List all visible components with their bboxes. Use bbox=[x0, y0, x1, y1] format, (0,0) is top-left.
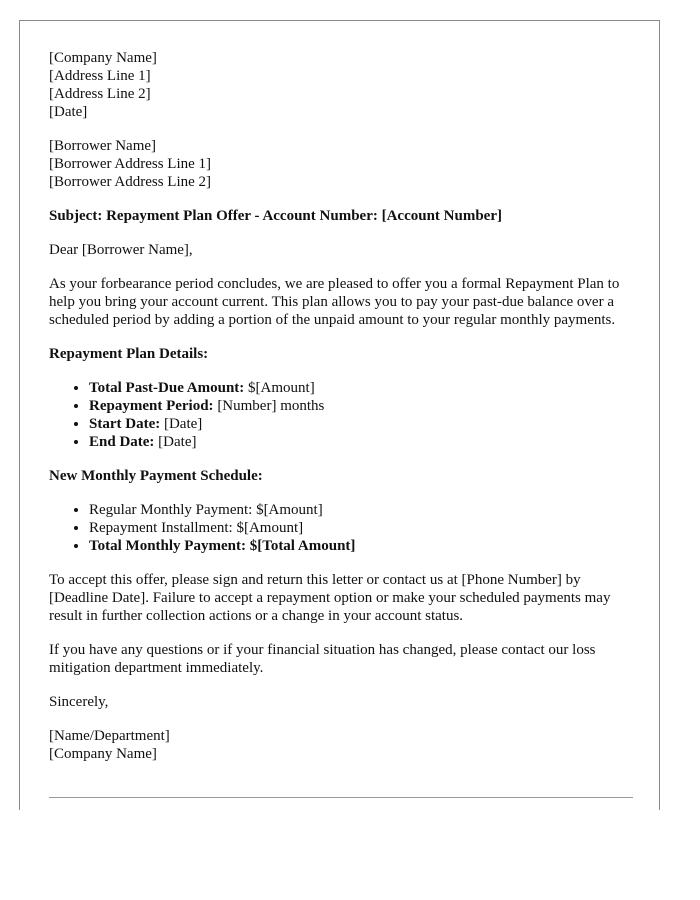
signature-company: [Company Name] bbox=[49, 746, 157, 762]
recipient-name: [Borrower Name] bbox=[49, 138, 157, 154]
schedule-regular-payment: • Regular Monthly Payment: $[Amount] bbox=[89, 501, 639, 519]
letter-date: [Date] bbox=[49, 104, 88, 120]
recipient-address-line-2: [Borrower Address Line 2] bbox=[49, 174, 212, 190]
intro-paragraph: As your forbearance period concludes, we are pleased to offer you a formal Repayment Plan to help you bring your account current. This plan allows you to pay your past-due balance over a scheduled period by adding a portion of the unpaid amount to your regular monthly payments. bbox=[49, 276, 620, 328]
plan-detail-label: End Date: bbox=[89, 434, 155, 450]
schedule-list bbox=[49, 501, 639, 555]
sender-company: [Company Name] bbox=[49, 50, 157, 66]
plan-detail-label: Total Past-Due Amount: bbox=[89, 380, 245, 396]
plan-detail-label: Repayment Period: bbox=[89, 398, 214, 414]
list-item bbox=[89, 379, 639, 397]
accept-paragraph: To accept this offer, please sign and return this letter or contact us at [Phone Number] by [Deadline Date]. Failure to accept a repayment option or make your scheduled payments may result in further collection actions or a change in your account status. bbox=[49, 572, 611, 624]
plan-detail-value: [Date] bbox=[158, 434, 197, 450]
letter-page bbox=[19, 20, 660, 810]
closing: Sincerely, bbox=[49, 694, 109, 710]
questions-paragraph: If you have any questions or if your financial situation has changed, please contact our loss mitigation department immediately. bbox=[49, 642, 596, 676]
bottom-divider bbox=[49, 797, 633, 798]
signature-block bbox=[49, 727, 639, 763]
list-item bbox=[89, 397, 639, 415]
recipient-address bbox=[49, 137, 639, 191]
signature-name: [Name/Department] bbox=[49, 728, 170, 744]
sender-address-line-1: [Address Line 1] bbox=[49, 68, 151, 84]
plan-details-list bbox=[49, 379, 639, 451]
plan-detail-value: [Number] months bbox=[217, 398, 325, 414]
list-item bbox=[89, 433, 639, 451]
plan-detail-value: [Date] bbox=[163, 416, 203, 432]
subject-line: Subject: Repayment Plan Offer - Account Number: [Account Number] bbox=[49, 208, 502, 224]
plan-detail-value: $[Amount] bbox=[248, 380, 315, 396]
schedule-total-payment: • Total Monthly Payment: $[Total Amount] bbox=[89, 537, 639, 555]
list-item bbox=[89, 415, 639, 433]
schedule-installment: • Repayment Installment: $[Amount] bbox=[89, 519, 639, 537]
plan-details-heading: Repayment Plan Details: bbox=[49, 346, 209, 362]
recipient-address-line-1: [Borrower Address Line 1] bbox=[49, 156, 212, 172]
schedule-heading: New Monthly Payment Schedule: bbox=[49, 468, 263, 484]
sender-address bbox=[49, 49, 639, 121]
salutation: Dear [Borrower Name], bbox=[49, 242, 193, 258]
plan-detail-label: Start Date: bbox=[89, 416, 161, 432]
sender-address-line-2: [Address Line 2] bbox=[49, 86, 151, 102]
letter-content bbox=[49, 49, 639, 763]
